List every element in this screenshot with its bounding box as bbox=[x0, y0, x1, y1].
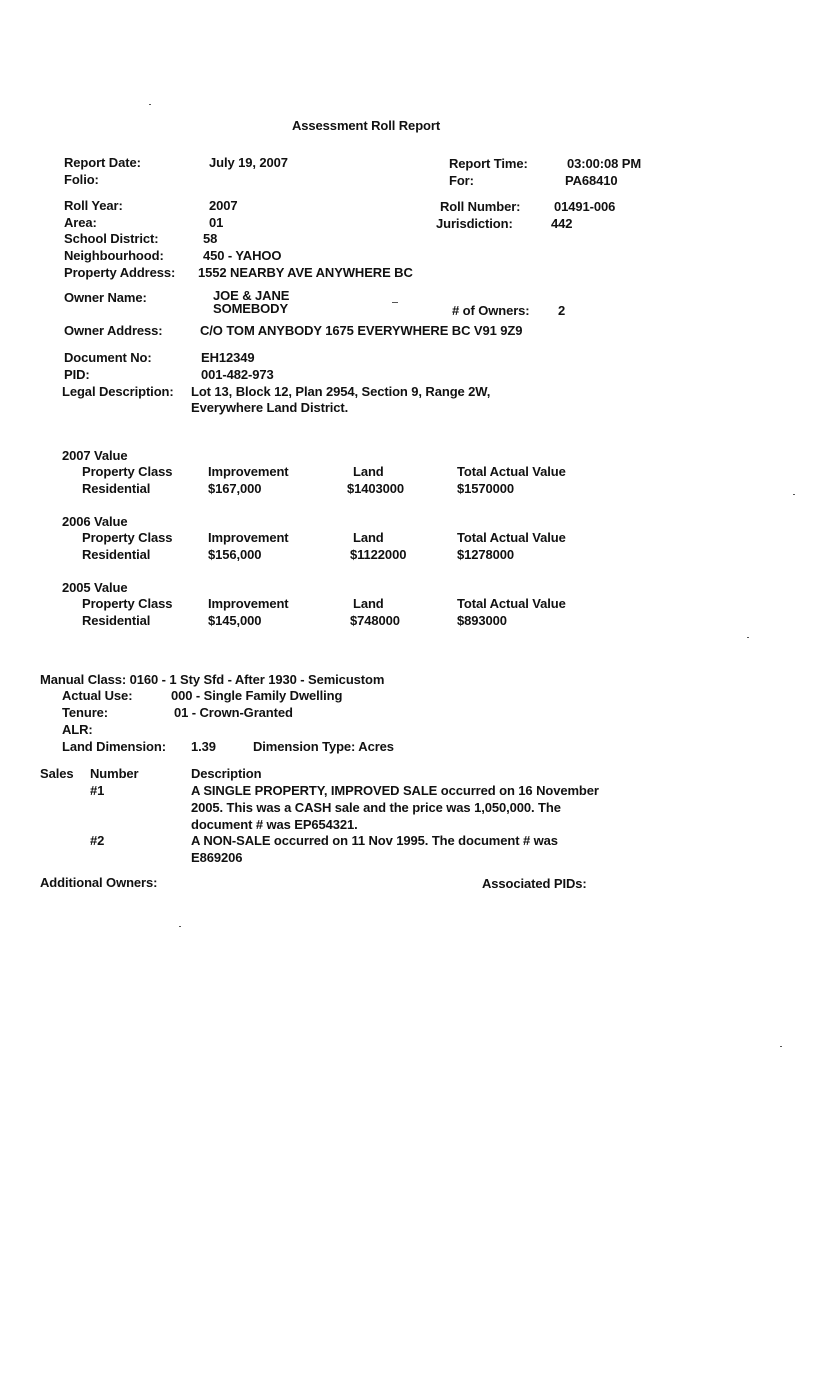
owner-name-line2: SOMEBODY bbox=[213, 301, 289, 316]
jurisdiction-label: Jurisdiction: bbox=[436, 216, 513, 231]
sale-number: #1 bbox=[90, 783, 105, 798]
roll-year-label: Roll Year: bbox=[64, 198, 123, 213]
legal-description-label: Legal Description: bbox=[62, 384, 174, 399]
land-label: Land bbox=[353, 596, 384, 611]
improvement-value: $145,000 bbox=[208, 613, 262, 628]
actual-use-label: Actual Use: bbox=[62, 688, 133, 703]
improvement-label: Improvement bbox=[208, 530, 289, 545]
number-label: Number bbox=[90, 766, 139, 781]
scan-speck bbox=[179, 926, 181, 927]
owner-address-value: C/O TOM ANYBODY 1675 EVERYWHERE BC V91 9Z9 bbox=[200, 323, 523, 338]
pid-value: 001-482-973 bbox=[201, 367, 274, 382]
dimension-type: Dimension Type: Acres bbox=[253, 739, 394, 754]
owners-count-value: 2 bbox=[558, 303, 566, 318]
improvement-label: Improvement bbox=[208, 464, 289, 479]
scan-speck bbox=[747, 637, 749, 638]
improvement-value: $156,000 bbox=[208, 547, 262, 562]
neighbourhood-label: Neighbourhood: bbox=[64, 248, 164, 263]
improvement-value: $167,000 bbox=[208, 481, 262, 496]
sale-description-line: 2005. This was a CASH sale and the price was 1,050,000. The bbox=[191, 800, 561, 815]
pid-label: PID: bbox=[64, 367, 90, 382]
school-district-value: 58 bbox=[203, 231, 218, 246]
report-date-value: July 19, 2007 bbox=[209, 155, 288, 170]
additional-owners-label: Additional Owners: bbox=[40, 875, 158, 890]
document-no-value: EH12349 bbox=[201, 350, 255, 365]
folio-label: Folio: bbox=[64, 172, 99, 187]
sale-description-line: A SINGLE PROPERTY, IMPROVED SALE occurred on 16 November bbox=[191, 783, 599, 798]
document-no-label: Document No: bbox=[64, 350, 152, 365]
scan-speck bbox=[793, 494, 795, 495]
land-value: $1403000 bbox=[347, 481, 405, 496]
neighbourhood-value: 450 - YAHOO bbox=[203, 248, 282, 263]
for-label: For: bbox=[449, 173, 474, 188]
sales-label: Sales bbox=[40, 766, 74, 781]
land-value: $1122000 bbox=[350, 547, 407, 562]
total-label: Total Actual Value bbox=[457, 464, 566, 479]
value-heading: 2005 Value bbox=[62, 580, 128, 595]
land-dimension-value: 1.39 bbox=[191, 739, 216, 754]
school-district-label: School District: bbox=[64, 231, 159, 246]
tenure-label: Tenure: bbox=[62, 705, 109, 720]
total-value: $893000 bbox=[457, 613, 507, 628]
total-value: $1570000 bbox=[457, 481, 515, 496]
report-date-label: Report Date: bbox=[64, 155, 141, 170]
property-address-label: Property Address: bbox=[64, 265, 176, 280]
manual-class: Manual Class: 0160 - 1 Sty Sfd - After 1930 - Semicustom bbox=[40, 672, 385, 687]
owner-name-label: Owner Name: bbox=[64, 290, 147, 305]
legal-description-line1: Lot 13, Block 12, Plan 2954, Section 9, Range 2W, bbox=[191, 384, 491, 399]
description-label: Description bbox=[191, 766, 262, 781]
scan-speck bbox=[392, 302, 398, 303]
owner-name-line1: JOE & JANE bbox=[213, 288, 290, 303]
property-class-value: Residential bbox=[82, 481, 151, 496]
sale-description-line: A NON-SALE occurred on 11 Nov 1995. The document # was bbox=[191, 833, 558, 848]
improvement-label: Improvement bbox=[208, 596, 289, 611]
report-time-value: 03:00:08 PM bbox=[567, 156, 642, 171]
sale-description-line: document # was EP654321. bbox=[191, 817, 358, 832]
land-dimension-label: Land Dimension: bbox=[62, 739, 166, 754]
property-class-value: Residential bbox=[82, 547, 151, 562]
property-class-label: Property Class bbox=[82, 596, 173, 611]
owners-count-label: # of Owners: bbox=[452, 303, 530, 318]
property-address-value: 1552 NEARBY AVE ANYWHERE BC bbox=[198, 265, 413, 280]
land-label: Land bbox=[353, 464, 384, 479]
property-class-label: Property Class bbox=[82, 530, 173, 545]
tenure-value: 01 - Crown-Granted bbox=[174, 705, 293, 720]
value-heading: 2006 Value bbox=[62, 514, 128, 529]
land-label: Land bbox=[353, 530, 384, 545]
roll-year-value: 2007 bbox=[209, 198, 238, 213]
area-value: 01 bbox=[209, 215, 224, 230]
total-label: Total Actual Value bbox=[457, 596, 566, 611]
owner-address-label: Owner Address: bbox=[64, 323, 163, 338]
area-label: Area: bbox=[64, 215, 97, 230]
report-title: Assessment Roll Report bbox=[292, 118, 441, 133]
legal-description-line2: Everywhere Land District. bbox=[191, 400, 349, 415]
report-time-label: Report Time: bbox=[449, 156, 528, 171]
sale-number: #2 bbox=[90, 833, 105, 848]
roll-number-value: 01491-006 bbox=[554, 199, 616, 214]
associated-pids-label: Associated PIDs: bbox=[482, 876, 587, 891]
total-label: Total Actual Value bbox=[457, 530, 566, 545]
alr-label: ALR: bbox=[62, 722, 93, 737]
total-value: $1278000 bbox=[457, 547, 515, 562]
jurisdiction-value: 442 bbox=[551, 216, 573, 231]
property-class-label: Property Class bbox=[82, 464, 173, 479]
sale-description-line: E869206 bbox=[191, 850, 243, 865]
scan-speck bbox=[149, 104, 151, 105]
for-value: PA68410 bbox=[565, 173, 618, 188]
value-heading: 2007 Value bbox=[62, 448, 128, 463]
actual-use-value: 000 - Single Family Dwelling bbox=[171, 688, 343, 703]
property-class-value: Residential bbox=[82, 613, 151, 628]
land-value: $748000 bbox=[350, 613, 400, 628]
roll-number-label: Roll Number: bbox=[440, 199, 521, 214]
scan-speck bbox=[780, 1046, 782, 1047]
